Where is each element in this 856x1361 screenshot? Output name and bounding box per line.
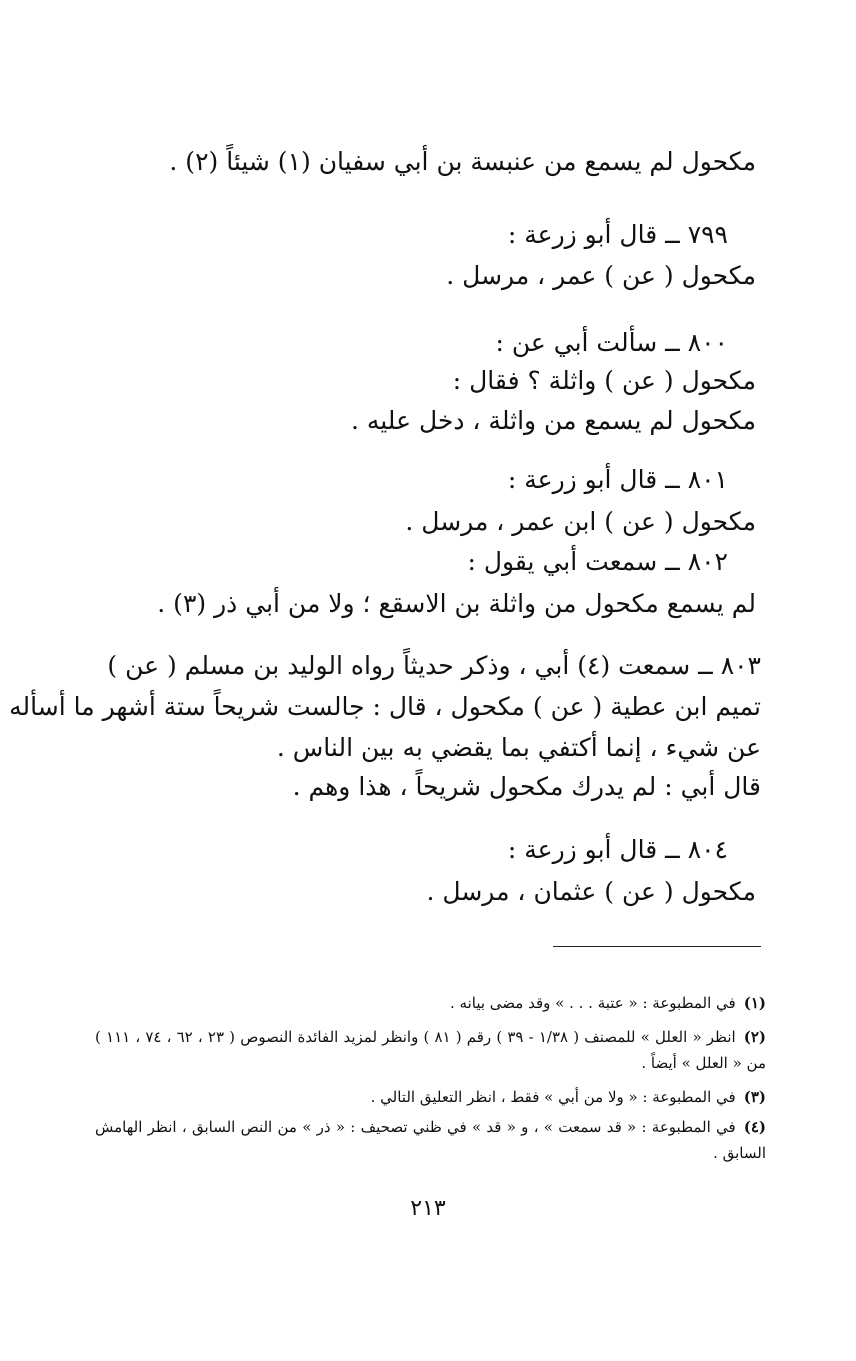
footnote — [95, 1084, 766, 1110]
text-line: مكحول ( عن ) واثلة ؟ فقال : — [452, 366, 756, 395]
footnote-text: في المطبوعة : « عتبة . . . » وقد مضى بيانه . — [450, 994, 736, 1012]
text-line: مكحول ( عن ) عمر ، مرسل . — [446, 261, 756, 290]
footnote — [95, 1114, 766, 1166]
text-line: ٨٠٢ ــ سمعت أبي يقول : — [467, 547, 728, 576]
footnote-number: (٣) — [743, 1088, 766, 1106]
footnote-number: (١) — [743, 994, 766, 1012]
text-line: ٧٩٩ ــ قال أبو زرعة : — [507, 220, 728, 249]
text-line: ٨٠١ ــ قال أبو زرعة : — [507, 465, 728, 494]
text-line: مكحول لم يسمع من واثلة ، دخل عليه . — [350, 406, 756, 435]
footnote — [95, 1024, 766, 1076]
footnote-number: (٤) — [743, 1118, 766, 1136]
footnote — [95, 990, 766, 1016]
text-line: مكحول ( عن ) عثمان ، مرسل . — [426, 877, 756, 906]
text-line: قال أبي : لم يدرك مكحول شريحاً ، هذا وهم . — [292, 772, 761, 801]
footnote-number: (٢) — [743, 1028, 766, 1046]
text-line: تميم ابن عطية ( عن ) مكحول ، قال : جالست شريحاً ستة أشهر ما أسأله — [9, 692, 761, 721]
text-line: ٨٠٤ ــ قال أبو زرعة : — [507, 835, 728, 864]
footnote-text: في المطبوعة : « ولا من أبي » فقط ، انظر التعليق التالي . — [370, 1088, 736, 1106]
footnote-separator — [553, 946, 761, 947]
text-line: مكحول لم يسمع من عنبسة بن أبي سفيان (١) شيئاً (٢) . — [169, 147, 756, 176]
text-line: ٨٠٠ ــ سألت أبي عن : — [495, 328, 728, 357]
text-line: لم يسمع مكحول من واثلة بن الاسقع ؛ ولا من أبي ذر (٣) . — [157, 589, 756, 618]
text-line: ٨٠٣ ــ سمعت (٤) أبي ، وذكر حديثاً رواه الوليد بن مسلم ( عن ) — [107, 651, 761, 680]
text-line: عن شيء ، إنما أكتفي بما يقضي به بين الناس . — [276, 733, 761, 762]
page-number: ٢١٣ — [410, 1196, 446, 1221]
footnote-text: في المطبوعة : « قد سمعت » ، و « قد » في ظني تصحيف : « ذر » من النص السابق ، انظر الهامش السابق . — [95, 1118, 766, 1162]
footnote-text: انظر « العلل » للمصنف ( ١/٣٨ - ٣٩ ) رقم ( ٨١ ) وانظر لمزيد الفائدة النصوص ( ٢٣ ، ٦٢ ، ٧٤ ، ١١١ ) من « العلل » أيضاً . — [95, 1028, 766, 1072]
text-line: مكحول ( عن ) ابن عمر ، مرسل . — [405, 507, 756, 536]
